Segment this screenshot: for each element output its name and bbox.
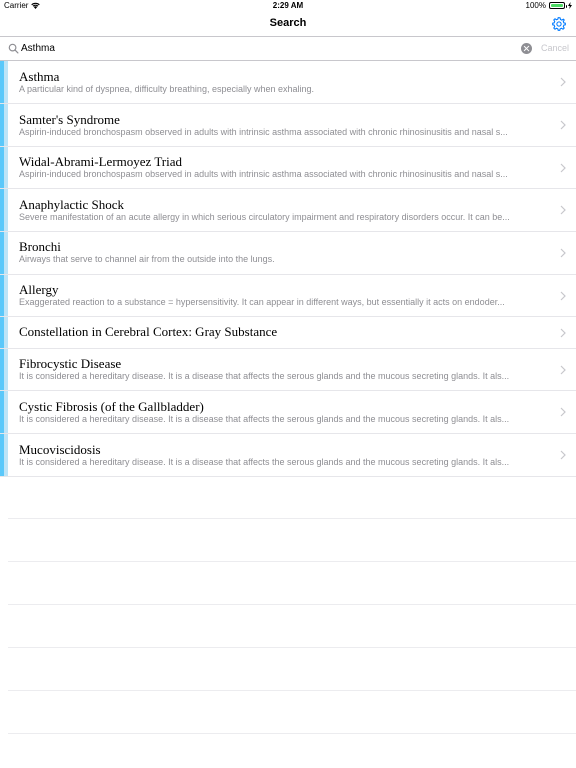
item-title: Anaphylactic Shock: [19, 197, 125, 212]
list-item[interactable]: [0, 391, 576, 434]
item-subtitle: It is considered a hereditary disease. It is a disease that affects the serous glands and the mucous secreting glands. It als...: [19, 414, 510, 424]
battery-icon: [549, 2, 565, 9]
list-item[interactable]: [0, 232, 576, 275]
item-title: Bronchi: [19, 239, 61, 254]
list-item[interactable]: [0, 434, 576, 477]
carrier-label: Carrier: [4, 1, 29, 10]
status-bar: [0, 0, 576, 12]
item-title: Fibrocystic Disease: [19, 356, 122, 371]
item-subtitle: It is considered a hereditary disease. It is a disease that affects the serous glands and the mucous secreting glands. It als...: [19, 457, 510, 467]
chevron-right-icon: [560, 163, 566, 173]
item-subtitle: Airways that serve to channel air from the outside into the lungs.: [19, 254, 275, 264]
list-item[interactable]: [0, 275, 576, 317]
item-subtitle: Aspirin-induced bronchospasm observed in adults with intrinsic asthma associated with chronic rhinosinusitis and nasal s...: [19, 169, 508, 179]
results-list: [0, 61, 576, 477]
chevron-right-icon: [560, 248, 566, 258]
list-item[interactable]: [0, 104, 576, 147]
chevron-right-icon: [560, 407, 566, 417]
page-title: Search: [269, 17, 307, 29]
empty-row: [8, 562, 576, 605]
list-item[interactable]: [0, 317, 576, 349]
item-subtitle: Aspirin-induced bronchospasm observed in adults with intrinsic asthma associated with chronic rhinosinusitis and nasal s...: [19, 127, 508, 137]
chevron-right-icon: [560, 120, 566, 130]
list-item[interactable]: [0, 189, 576, 232]
list-item[interactable]: [0, 61, 576, 104]
empty-row: [8, 691, 576, 734]
empty-row: [8, 476, 576, 519]
clear-search-icon[interactable]: [521, 43, 532, 54]
cancel-button[interactable]: Cancel: [541, 43, 570, 53]
item-title: Asthma: [19, 69, 60, 84]
chevron-right-icon: [560, 450, 566, 460]
empty-table-area: [0, 476, 576, 734]
item-title: Widal-Abrami-Lermoyez Triad: [19, 154, 183, 169]
chevron-right-icon: [560, 77, 566, 87]
settings-button[interactable]: [551, 16, 567, 32]
empty-row: [8, 519, 576, 562]
empty-row: [8, 648, 576, 691]
gear-icon: [551, 16, 567, 32]
chevron-right-icon: [560, 365, 566, 375]
chevron-right-icon: [560, 328, 566, 338]
search-input[interactable]: [21, 40, 511, 57]
chevron-right-icon: [560, 291, 566, 301]
status-time: 2:29 AM: [272, 1, 304, 10]
search-bar: [0, 36, 576, 61]
item-title: Constellation in Cerebral Cortex: Gray Substance: [19, 324, 278, 339]
search-icon: [8, 43, 19, 54]
item-title: Cystic Fibrosis (of the Gallbladder): [19, 399, 204, 414]
item-title: Samter's Syndrome: [19, 112, 120, 127]
item-title: Mucoviscidosis: [19, 442, 101, 457]
battery-percent: 100%: [525, 1, 546, 10]
list-item[interactable]: [0, 349, 576, 391]
item-subtitle: Exaggerated reaction to a substance = hypersensitivity. It can appear in different ways, but essentially it acts on endoder...: [19, 297, 505, 307]
empty-row: [8, 605, 576, 648]
list-item[interactable]: [0, 147, 576, 189]
item-subtitle: It is considered a hereditary disease. It is a disease that affects the serous glands and the mucous secreting glands. It als...: [19, 371, 510, 381]
navigation-bar: [0, 12, 576, 36]
item-subtitle: A particular kind of dyspnea, difficulty breathing, especially when exhaling.: [19, 84, 315, 94]
chevron-right-icon: [560, 205, 566, 215]
status-right: [526, 1, 572, 10]
item-title: Allergy: [19, 282, 59, 297]
item-subtitle: Severe manifestation of an acute allergy in which serious circulatory impairment and respiratory disorders occur. It can be...: [19, 212, 510, 222]
charging-icon: [568, 2, 572, 9]
